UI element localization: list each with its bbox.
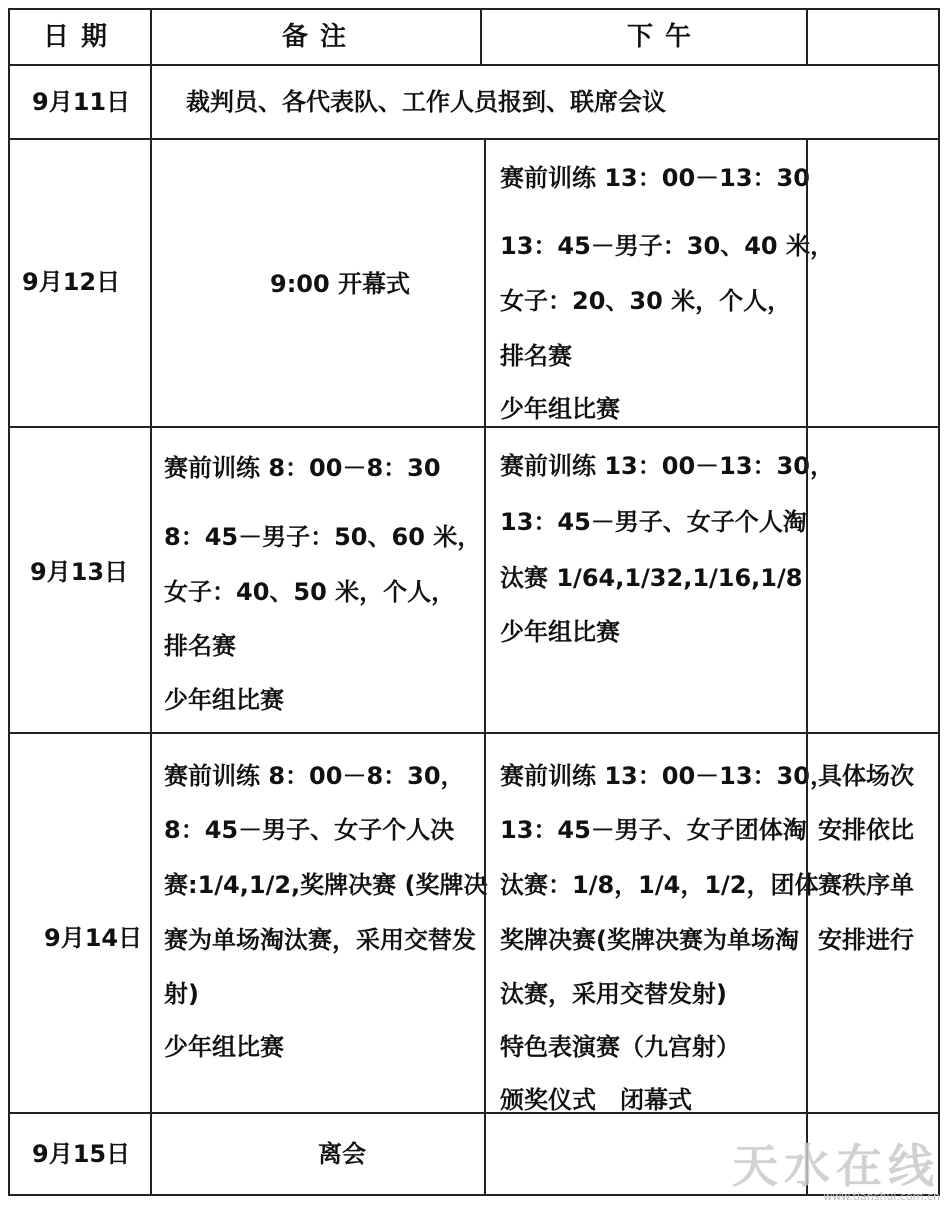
afternoon-line: 排名赛 bbox=[500, 342, 572, 370]
row-0914-note-cell bbox=[806, 732, 940, 1114]
row-date: 9月13日 bbox=[30, 558, 129, 586]
row-0912-morning-cell bbox=[150, 138, 486, 428]
row-0915-date-cell bbox=[8, 1112, 152, 1196]
header-afternoon: 下午 bbox=[627, 22, 704, 52]
row-0913-extra-cell bbox=[806, 426, 940, 734]
row-date: 9月12日 bbox=[22, 268, 121, 296]
afternoon-line: 赛前训练 13：00－13：30， bbox=[500, 452, 834, 480]
schedule-table bbox=[8, 8, 940, 1196]
header-afternoon-cell bbox=[480, 8, 808, 66]
row-0912-extra-cell bbox=[806, 138, 940, 428]
row-0914-morning-cell bbox=[150, 732, 486, 1114]
morning-line: 赛前训练 8：00－8：30， bbox=[164, 762, 465, 790]
note-line: 具体场次 bbox=[818, 762, 914, 790]
header-note: 备注 bbox=[282, 22, 359, 52]
morning-line: 赛为单场淘汰赛，采用交替发 bbox=[164, 926, 476, 954]
note-line: 安排进行 bbox=[818, 926, 914, 954]
morning-line: 女子：40、50 米，个人， bbox=[164, 578, 456, 606]
watermark-logo bbox=[732, 1130, 940, 1203]
row-merged-text: 裁判员、各代表队、工作人员报到、联席会议 bbox=[186, 88, 666, 116]
afternoon-line: 赛前训练 13：00－13：30 bbox=[500, 164, 810, 192]
morning-line: 排名赛 bbox=[164, 632, 236, 660]
row-date: 9月14日 bbox=[44, 924, 143, 952]
watermark-url: www.tianshui.com.cn bbox=[823, 1190, 940, 1203]
morning-text: 9:00 开幕式 bbox=[270, 270, 411, 298]
row-date: 9月11日 bbox=[32, 88, 131, 116]
row-0913-afternoon-cell bbox=[484, 426, 834, 734]
note-line: 安排依比 bbox=[818, 816, 914, 844]
row-0915-morning-cell bbox=[150, 1112, 486, 1196]
row-0912-afternoon-cell bbox=[484, 138, 834, 428]
row-0913-date-cell bbox=[8, 426, 152, 734]
header-date: 日期 bbox=[43, 22, 120, 52]
morning-line: 8：45－男子、女子个人决 bbox=[164, 816, 455, 844]
morning-line: 赛前训练 8：00－8：30 bbox=[164, 454, 441, 482]
morning-line: 少年组比赛 bbox=[164, 1033, 284, 1061]
morning-line: 射) bbox=[164, 980, 199, 1008]
row-0914-date-cell bbox=[8, 732, 152, 1114]
header-date-cell bbox=[8, 8, 152, 66]
afternoon-line: 13：45－男子、女子团体淘 bbox=[500, 816, 807, 844]
morning-text: 离会 bbox=[318, 1140, 366, 1168]
afternoon-line: 颁奖仪式 闭幕式 bbox=[500, 1086, 692, 1114]
header-note-cell bbox=[150, 8, 482, 66]
afternoon-line: 汰赛，采用交替发射) bbox=[500, 980, 727, 1008]
afternoon-line: 女子：20、30 米，个人， bbox=[500, 287, 792, 315]
afternoon-line: 少年组比赛 bbox=[500, 395, 620, 423]
afternoon-line: 少年组比赛 bbox=[500, 618, 620, 646]
row-0911-merged-cell bbox=[150, 64, 940, 140]
afternoon-line: 13：45－男子：30、40 米， bbox=[500, 232, 834, 260]
watermark-text: 天水在线 bbox=[732, 1139, 940, 1193]
note-line: 赛秩序单 bbox=[818, 871, 914, 899]
morning-line: 赛:1/4,1/2,奖牌决赛 (奖牌决 bbox=[164, 871, 488, 899]
row-0913-morning-cell bbox=[150, 426, 486, 734]
header-extra-cell bbox=[806, 8, 940, 66]
row-0914-afternoon-cell bbox=[484, 732, 834, 1114]
afternoon-line: 汰赛：1/8，1/4，1/2，团体 bbox=[500, 871, 819, 899]
afternoon-line: 奖牌决赛(奖牌决赛为单场淘 bbox=[500, 926, 799, 954]
morning-line: 8：45－男子：50、60 米， bbox=[164, 523, 482, 551]
row-0911-date-cell bbox=[8, 64, 152, 140]
row-date: 9月15日 bbox=[32, 1140, 131, 1168]
morning-line: 少年组比赛 bbox=[164, 686, 284, 714]
afternoon-line: 赛前训练 13：00－13：30， bbox=[500, 762, 834, 790]
afternoon-line: 特色表演赛（九宫射） bbox=[500, 1033, 740, 1061]
afternoon-line: 汰赛 1/64,1/32,1/16,1/8 bbox=[500, 564, 803, 592]
row-0912-date-cell bbox=[8, 138, 152, 428]
afternoon-line: 13：45－男子、女子个人淘 bbox=[500, 508, 807, 536]
